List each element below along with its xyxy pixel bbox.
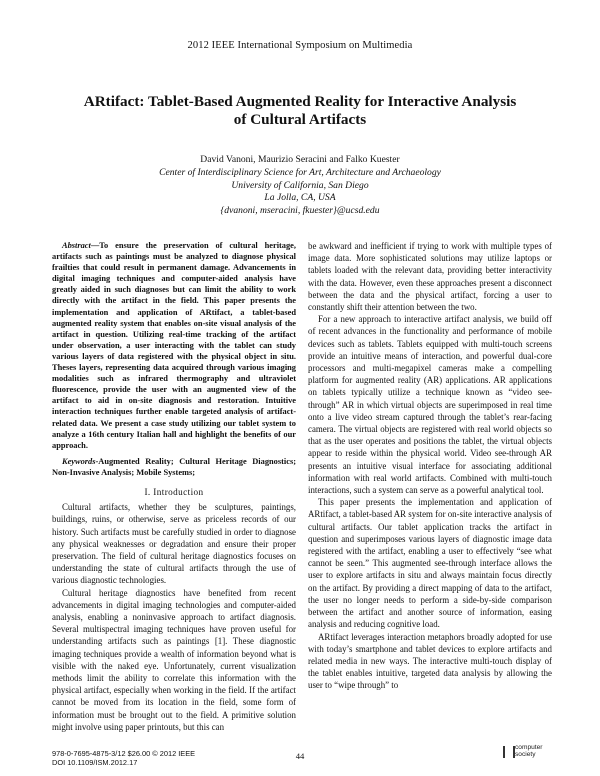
author-emails: {dvanoni, mseracini, fkuester}@ucsd.edu (220, 205, 380, 217)
affiliation-line-2: University of California, San Diego (231, 179, 369, 191)
affiliation-line-1: Center of Interdisciplinary Science for Art, Architecture and Archaeology (159, 166, 441, 178)
right-column (308, 240, 552, 692)
footer-isbn: 978-0-7695-4875-3/12 $26.00 © 2012 IEEE (52, 749, 196, 758)
author-names: David Vanoni, Maurizio Seracini and Falko Kuester (200, 154, 400, 165)
conference-header: 2012 IEEE International Symposium on Multimedia (187, 40, 413, 51)
keywords (52, 456, 296, 478)
abstract (52, 240, 296, 451)
intro-paragraph-1: Cultural artifacts, whether they be sculptures, paintings, buildings, ruins, or otherwise, serve as priceless records of our history. Such artifacts must be carefully studied in order to diagnose any physical weaknesses or degradation and ensure their proper preservation. The field of cultural heritage diagnostics focuses on understanding the state of cultural artifacts through the use of various diagnostic technologies. (52, 502, 296, 586)
right-paragraph-1: be awkward and inefficient if trying to work with multiple types of image data. More sophisticated solutions may utilize laptops or tablets loaded with the relevant data, providing better interactivity with the data. However, even these approaches present a disconnect between the data and the physical artifact, forcing a user to constantly shift their attention between the two. (308, 241, 552, 313)
keywords-lead: Keywords (62, 456, 96, 466)
logo-text-line-1: computer (515, 744, 543, 751)
paper-title (60, 93, 540, 129)
computer-society-logo (503, 744, 563, 766)
intro-paragraph-2: Cultural heritage diagnostics have benefited from recent advancements in digital imaging technologies and computer-aided analysis, enabling a noninvasive approach to artifact diagnosis. Several multispectral imaging techniques have proven useful for understanding artifacts such as paintings [1]. These diagnostic imaging techniques provide a wealth of information beyond what is visible with the naked eye. Unfortunately, current visualization methods limit the ability to correlate this information with the physical artifact, especially when working in the field. If the artifact cannot be moved from its location in the field, some form of information must be brought out to the field. A primitive solution might involve using paper printouts, but this can (52, 587, 296, 732)
logo-text-line-2: society (515, 751, 536, 758)
right-paragraph-2: For a new approach to interactive artifact analysis, we build off of recent advances in the functionality and performance of mobile devices such as tablets. Tablets equipped with multi-touch screens provide an intuitive means of interaction, and powerful dual-core processors and multi-megapixel cameras make a compelling platform for augmented reality (AR) applications. AR applications on tablets typically utilize a technique known as “video see-through” AR in which virtual objects are superimposed in real time onto a live video stream captured through the tablet’s rear-facing camera. The virtual objects are registered with real world objects so that as the user operates and positions the tablet, the virtual objects appear to reside within the physical world. Video see-through AR presents an intuitive visual interface for associating additional information with real world artifacts. Combined with multi-touch interactions, such a system can serve as a powerful analytical tool. (308, 314, 552, 496)
author-block (60, 154, 540, 218)
abstract-text: —To ensure the preservation of cultural heritage, artifacts such as paintings must be analyzed to diagnose physical frailties that could result in permanent damage. Advancements in digital imaging techniques and computer-aided analysis have greatly aided in such diagnoses but can limit the ability to work directly with the artifact in the field. This paper presents the implementation and application of ARtifact, a tablet-based augmented reality system that enables on-site visual analysis of the artifact in question. Utilizing real-time tracking of the artifact under observation, a user interacting with the tablet can study various layers of data registered with the physical object in situ. Theses layers, representing data acquired through various imaging modalities such as infrared thermography and ultraviolet fluorescence, provide the user with an augmented view of the artifact to aid in on-site diagnosis and restoration. Intuitive interaction techniques further enable targeted analysis of artifact-related data. We present a case study utilizing our tablet system to analyze a 16th century Italian hall and highlight the benefits of our approach. (52, 241, 296, 450)
title-line-2: of Cultural Artifacts (233, 111, 367, 128)
keywords-text: -Augmented Reality; Cultural Heritage Diagnostics; Non-Invasive Analysis; Mobile Systems; (52, 456, 296, 477)
left-column (52, 240, 296, 733)
affiliation-line-3: La Jolla, CA, USA (264, 192, 336, 204)
abstract-lead: Abstract (62, 241, 91, 250)
title-line-1: ARtifact: Tablet-Based Augmented Reality for Interactive Analysis (83, 93, 517, 110)
right-paragraph-4: ARtifact leverages interaction metaphors broadly adopted for use with today’s smartphone and tablet devices to explore artifacts and related media in new ways. The interactive multi-touch display of the tablet enables intuitive, targeted data analysis by allowing the user to “wipe through” to (308, 631, 552, 691)
right-paragraph-3: This paper presents the implementation and application of ARtifact, a tablet-based AR system for on-site interactive analysis of cultural artifacts. Our tablet application tracks the artifact in question and superimposes various layers of diagnostic image data registered with the artifact, enabling a user to effectively “see what cannot be seen.” This augmented see-through interface allows the user to explore artifacts in situ and always maintain focus directly on the artifact. By providing a direct mapping of data to the artifact, the user no longer needs to perform a side-by-side comparison between the artifact and another source of information, easing analysis and reducing cognitive load. (308, 497, 552, 630)
footer-doi: DOI 10.1109/ISM.2012.17 (52, 758, 138, 768)
section-heading-introduction: I. Introduction (144, 486, 204, 497)
page-number: 44 (295, 751, 305, 761)
computer-society-mark-icon (503, 746, 515, 758)
computer-society-logo-text (515, 744, 543, 758)
